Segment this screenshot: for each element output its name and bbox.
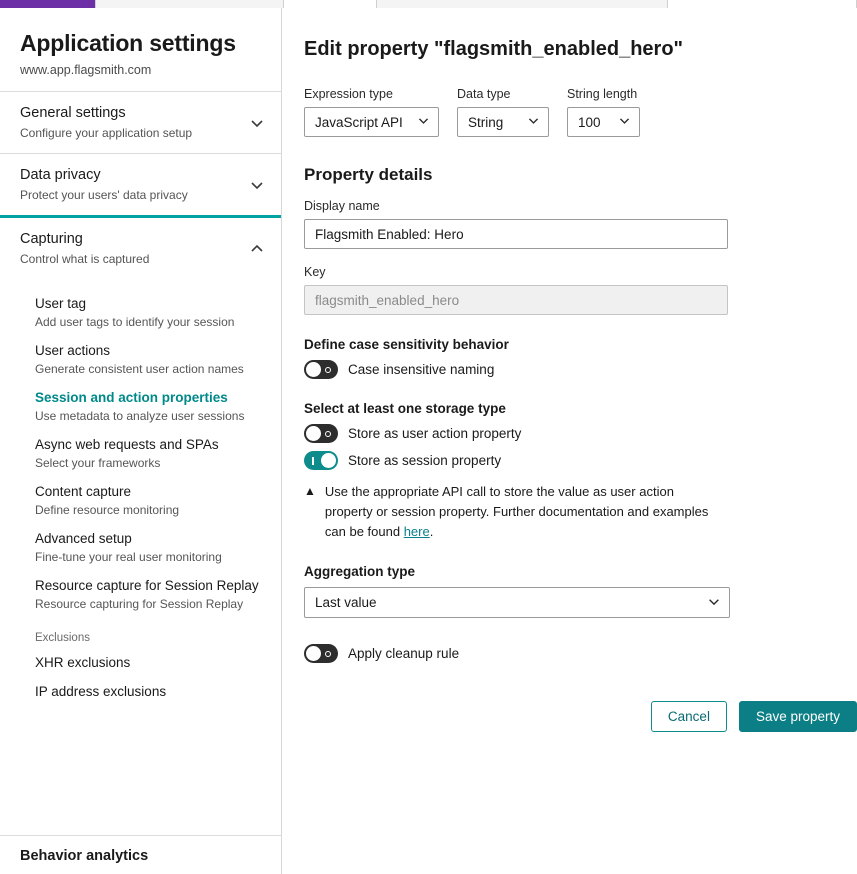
sidebar-item-label: Advanced setup [35, 531, 132, 546]
storage-note-text [325, 482, 724, 542]
store-as-session-property-label: Store as session property [348, 453, 502, 468]
key-input [304, 285, 728, 315]
sidebar-item-advanced-setup[interactable] [0, 524, 281, 571]
settings-sidebar [0, 8, 282, 874]
aggregation-type-label: Aggregation type [304, 564, 416, 580]
store-as-session-property-row [304, 451, 829, 470]
storage-note-part1: Use the appropriate API call to store the value as user action property or session property. Further documentation and examples can be found [324, 484, 709, 540]
chevron-down-icon [417, 114, 430, 130]
sidebar-section-capturing[interactable] [0, 215, 281, 279]
browser-tab-1[interactable] [0, 0, 96, 8]
sidebar-section-title: Data privacy [20, 167, 101, 183]
aggregation-type-value: Last value [315, 595, 377, 611]
sidebar-section-title: General settings [20, 105, 126, 121]
sidebar-item-label: Session and action properties [35, 390, 228, 405]
store-as-user-action-property-toggle[interactable] [304, 424, 338, 443]
sidebar-item-sub: Resource capturing for Session Replay [35, 597, 244, 611]
browser-tab-4[interactable] [377, 0, 668, 8]
sidebar-header [0, 8, 281, 91]
sidebar-item-user-actions[interactable] [0, 336, 281, 383]
sidebar-section-behavior-analytics[interactable] [0, 835, 281, 874]
browser-tab-strip [0, 0, 857, 8]
sidebar-item-sub: Fine-tune your real user monitoring [35, 550, 222, 564]
store-as-user-action-property-label: Store as user action property [348, 426, 522, 441]
sidebar-item-async-web-requests-and-spas[interactable] [0, 430, 281, 477]
store-as-session-property-toggle[interactable] [304, 451, 338, 470]
cancel-button[interactable]: Cancel [651, 701, 727, 732]
sidebar-item-sub: Select your frameworks [35, 456, 161, 470]
apply-cleanup-rule-row [304, 644, 829, 663]
sidebar-item-label: User tag [35, 296, 87, 311]
string-length-select[interactable] [567, 107, 640, 137]
documentation-link[interactable]: here [403, 524, 430, 540]
sidebar-item-sub: Generate consistent user action names [35, 362, 244, 376]
storage-note [304, 482, 724, 542]
page-title: Application settings [20, 30, 236, 56]
toggle-off-icon [325, 431, 331, 437]
string-length-label: String length [567, 87, 638, 101]
sidebar-item-sub: Define resource monitoring [35, 503, 180, 517]
expression-type-select[interactable] [304, 107, 439, 137]
sidebar-section-subtitle: Configure your application setup [20, 126, 193, 140]
sidebar-section-subtitle: Control what is captured [20, 252, 150, 266]
data-type-label: Data type [457, 87, 511, 101]
save-property-button[interactable]: Save property [739, 701, 857, 732]
sidebar-section-subtitle: Protect your users' data privacy [20, 188, 188, 202]
display-name-label: Display name [304, 199, 380, 213]
string-length-field [567, 87, 640, 137]
warning-icon: ▲ [304, 484, 316, 498]
property-details-heading: Property details [304, 165, 433, 184]
string-length-value: 100 [578, 114, 601, 130]
sidebar-item-label: User actions [35, 343, 111, 358]
case-insensitive-naming-label: Case insensitive naming [348, 362, 495, 377]
sidebar-section-title: Capturing [20, 231, 83, 247]
expression-type-label: Expression type [304, 87, 393, 101]
edit-property-panel [282, 8, 857, 874]
browser-tab-2[interactable] [96, 0, 284, 8]
toggle-knob [306, 362, 321, 377]
storage-note-part2: . [429, 524, 434, 540]
case-insensitive-naming-row [304, 360, 829, 379]
chevron-down-icon [618, 114, 631, 130]
browser-tab-3[interactable] [284, 0, 377, 8]
aggregation-type-select[interactable] [304, 587, 730, 618]
browser-tab-5[interactable] [668, 0, 857, 8]
toggle-off-icon [325, 651, 331, 657]
content-row [0, 8, 857, 874]
sidebar-item-sub: Use metadata to analyze user sessions [35, 409, 245, 423]
sidebar-section-general-settings[interactable] [0, 91, 281, 153]
expression-type-field [304, 87, 439, 137]
toggle-on-icon [312, 457, 314, 465]
app-url: www.app.flagsmith.com [20, 63, 152, 77]
data-type-value: String [468, 114, 504, 130]
key-field [304, 265, 829, 315]
toggle-knob [306, 426, 321, 441]
storage-type-heading: Select at least one storage type [304, 401, 506, 416]
toggle-off-icon [325, 367, 331, 373]
form-actions [304, 701, 857, 732]
toggle-knob [321, 453, 336, 468]
sidebar-group-exclusions: Exclusions [35, 632, 90, 644]
display-name-field [304, 199, 829, 249]
chevron-up-icon [249, 241, 265, 257]
chevron-down-icon [249, 115, 265, 131]
sidebar-item-user-tag[interactable] [0, 289, 281, 336]
expression-type-value: JavaScript API [315, 114, 403, 130]
panel-title: Edit property "flagsmith_enabled_hero" [304, 38, 684, 60]
sidebar-item-resource-capture-for-session-replay[interactable] [0, 571, 281, 618]
sidebar-item-session-and-action-properties[interactable] [0, 383, 281, 430]
property-type-row [304, 87, 829, 137]
display-name-input[interactable] [304, 219, 728, 249]
sidebar-item-xhr-exclusions[interactable]: XHR exclusions [35, 655, 131, 670]
data-type-field [457, 87, 549, 137]
case-sensitivity-heading: Define case sensitivity behavior [304, 337, 509, 352]
apply-cleanup-rule-label: Apply cleanup rule [348, 646, 460, 662]
sidebar-section-title: Behavior analytics [20, 848, 149, 864]
store-as-user-action-property-row [304, 424, 829, 443]
sidebar-section-data-privacy[interactable] [0, 153, 281, 215]
chevron-down-icon [707, 594, 721, 611]
key-label: Key [304, 265, 326, 279]
sidebar-item-ip-address-exclusions[interactable]: IP address exclusions [35, 684, 167, 699]
sidebar-item-sub: Add user tags to identify your session [35, 315, 235, 329]
sidebar-item-content-capture[interactable] [0, 477, 281, 524]
apply-cleanup-rule-toggle[interactable] [304, 644, 338, 663]
chevron-down-icon [527, 114, 540, 130]
case-insensitive-naming-toggle[interactable] [304, 360, 338, 379]
sidebar-item-label: Content capture [35, 484, 132, 499]
chevron-down-icon [249, 177, 265, 193]
sidebar-item-label: Resource capture for Session Replay [35, 578, 259, 593]
toggle-knob [306, 646, 321, 661]
data-type-select[interactable] [457, 107, 549, 137]
sidebar-item-label: Async web requests and SPAs [35, 437, 219, 452]
sidebar-capturing-items [0, 279, 281, 706]
